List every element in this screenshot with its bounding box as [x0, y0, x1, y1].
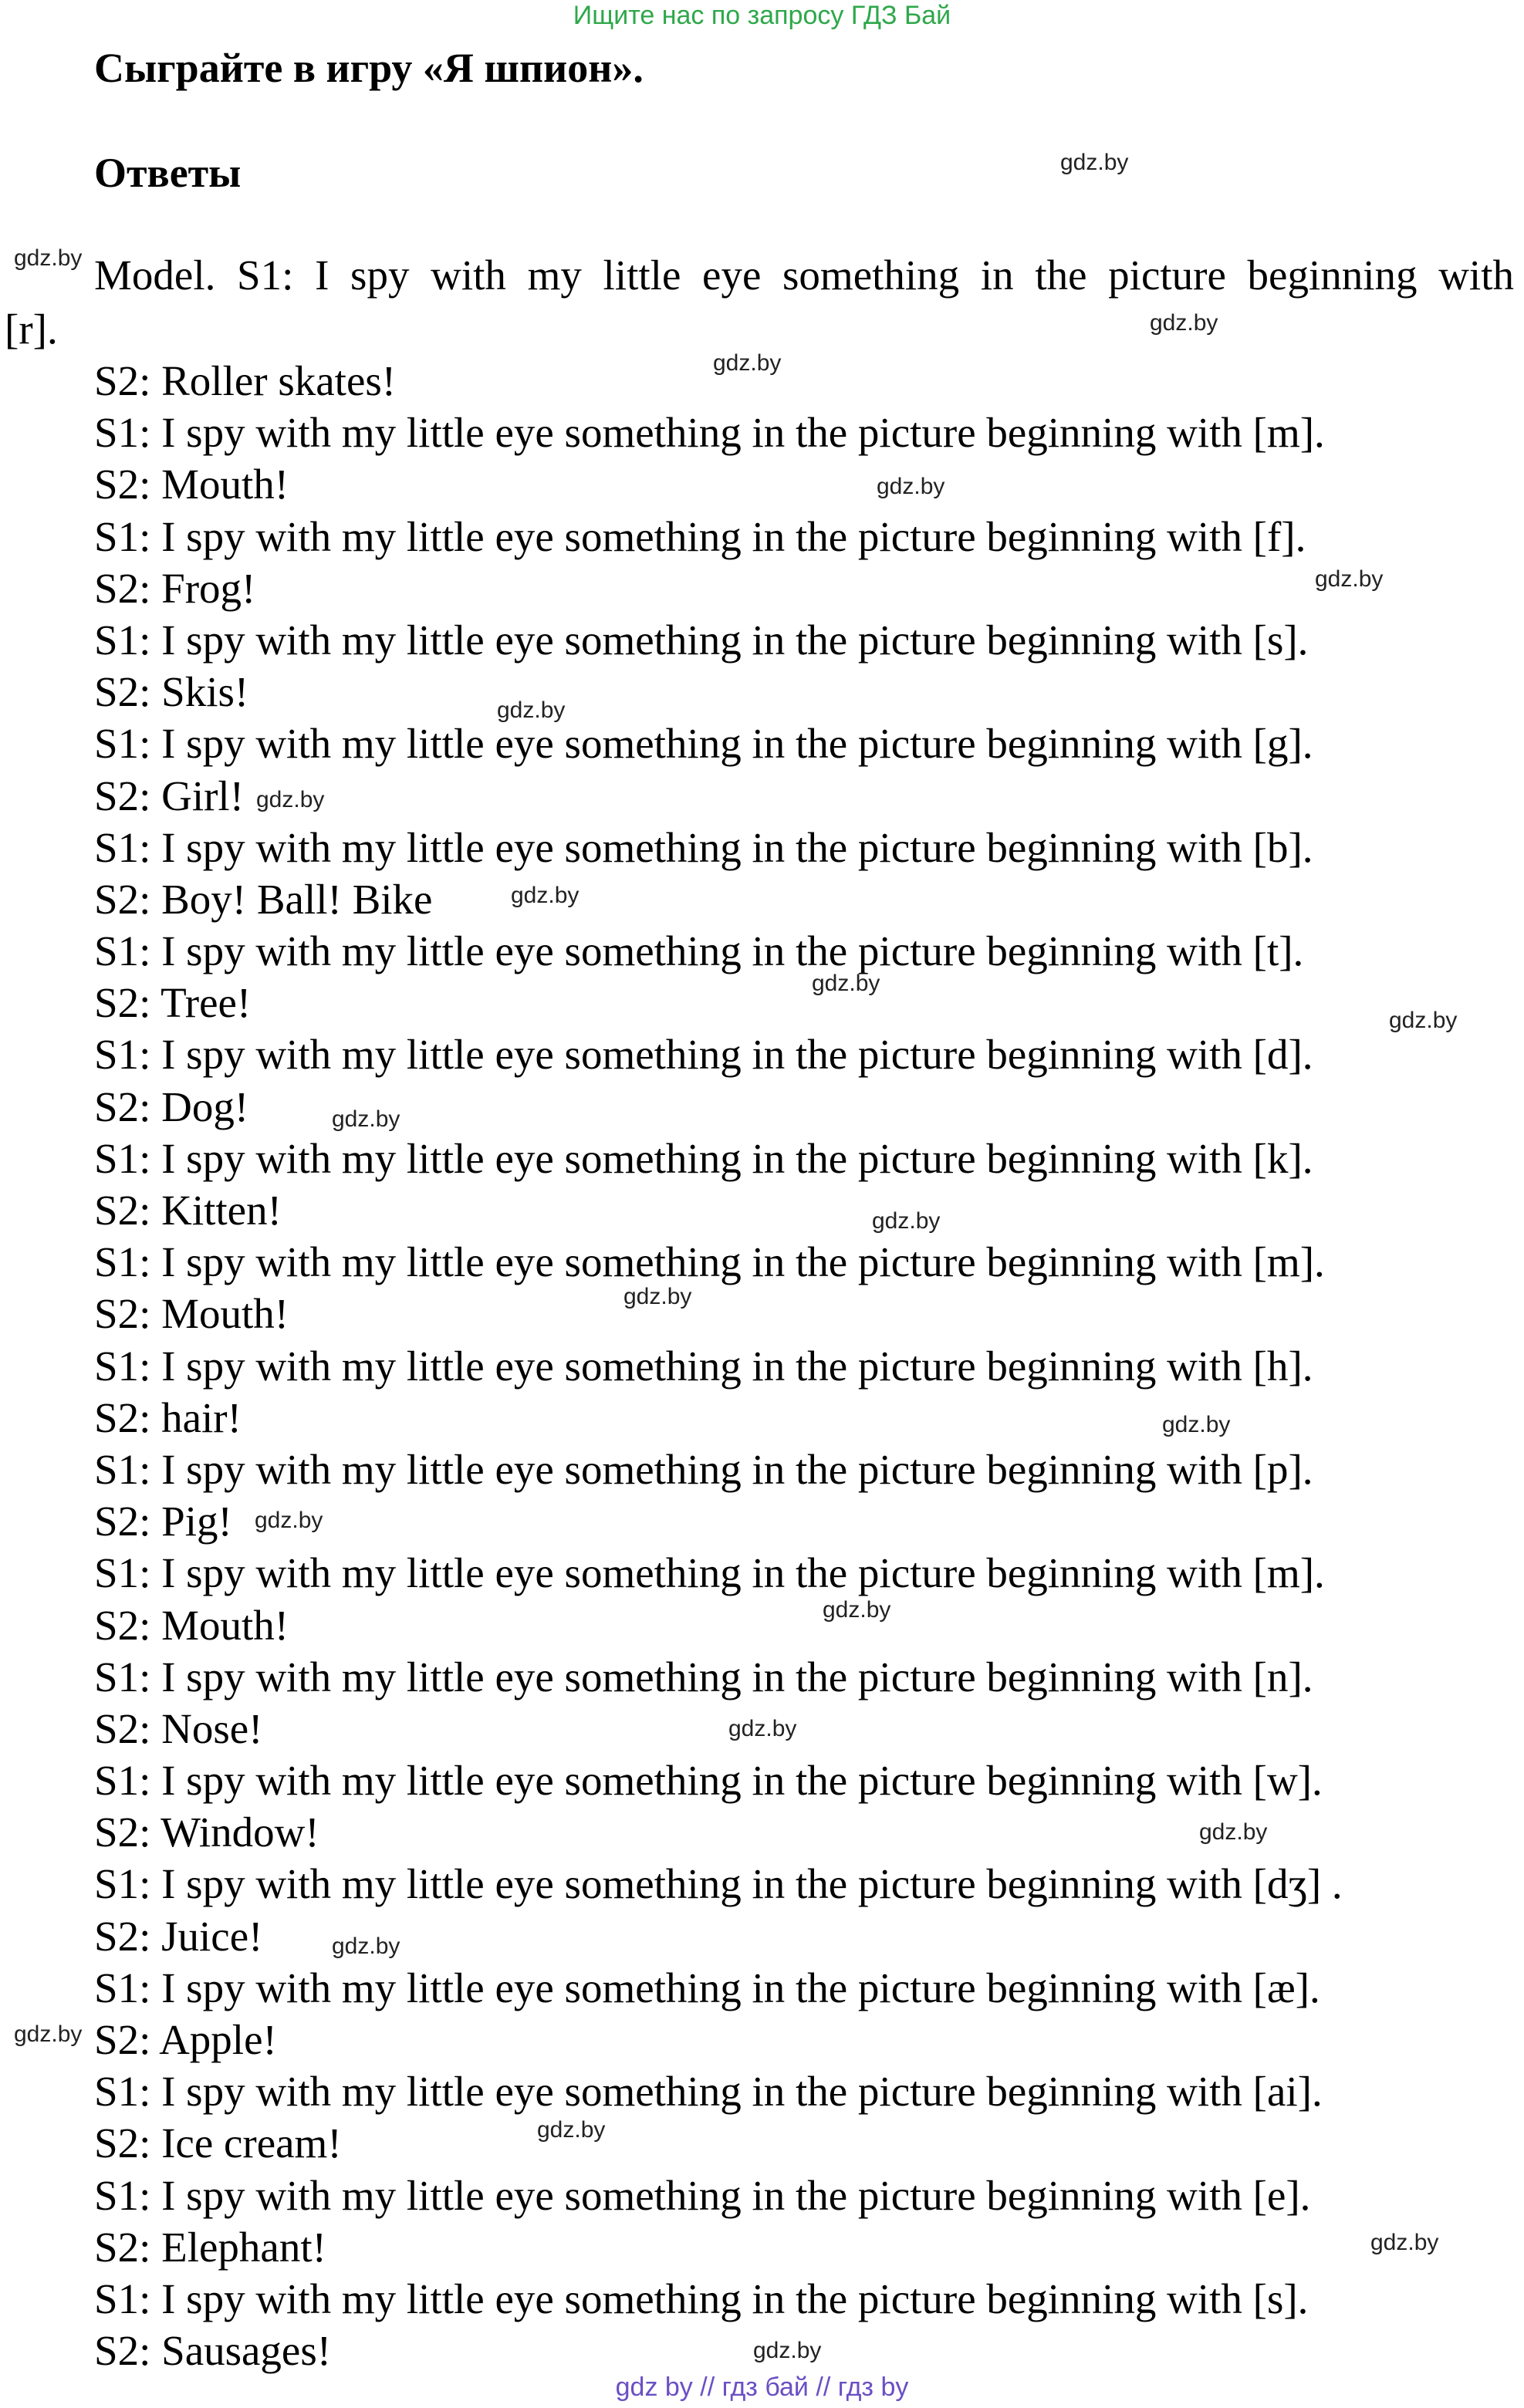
watermark: gdz.by — [1389, 1008, 1458, 1033]
watermark: gdz.by — [332, 1933, 400, 1959]
model-line: Model. S1: I spy with my little eye something in the picture beginning with — [94, 252, 1514, 299]
dialog-line: S1: I spy with my little eye something in the picture beginning with [m]. — [94, 1238, 1325, 1286]
dialog-line: S1: I spy with my little eye something in the picture beginning with [p]. — [94, 1445, 1313, 1493]
exercise-title: Сыграйте в игру «Я шпион». — [94, 45, 644, 91]
watermark: gdz.by — [537, 2117, 606, 2143]
dialog-line: S2: Juice! — [94, 1912, 263, 1960]
dialog-line: S1: I spy with my little eye something in the picture beginning with [h]. — [94, 1342, 1313, 1390]
watermark: gdz.by — [256, 787, 325, 812]
dialog-line: S1: I spy with my little eye something in the picture beginning with [m]. — [94, 1549, 1325, 1597]
dialog-line: S1: I spy with my little eye something in the picture beginning with [k]. — [94, 1134, 1313, 1182]
watermark: gdz.by — [332, 1106, 400, 1132]
dialog-line: S2: Boy! Ball! Bike — [94, 875, 433, 923]
dialog-line: S2: hair! — [94, 1393, 242, 1441]
watermark: gdz.by — [728, 1716, 797, 1741]
dialog-line: S1: I spy with my little eye something in the picture beginning with [dʒ] . — [94, 1860, 1343, 1908]
top-banner[interactable]: Ищите нас по запросу ГДЗ Бай — [573, 1, 951, 30]
watermark: gdz.by — [1370, 2230, 1439, 2255]
dialog-line: S2: Mouth! — [94, 1290, 289, 1338]
watermark: gdz.by — [1199, 1819, 1268, 1845]
dialog-line: S2: Tree! — [94, 979, 252, 1027]
dialog-line: S2: Mouth! — [94, 1601, 289, 1649]
dialog-line: S1: I spy with my little eye something in the picture beginning with [t]. — [94, 927, 1304, 975]
dialog-line: S2: Roller skates! — [94, 357, 397, 404]
model-line-tail: [r]. — [5, 306, 58, 353]
dialog-line: S2: Nose! — [94, 1704, 263, 1752]
watermark: gdz.by — [823, 1597, 891, 1623]
watermark: gdz.by — [1315, 566, 1384, 592]
watermark: gdz.by — [14, 245, 83, 271]
watermark: gdz.by — [753, 2338, 822, 2363]
dialog-line: S2: Ice cream! — [94, 2119, 342, 2167]
dialog-line: S1: I spy with my little eye something in the picture beginning with [n]. — [94, 1653, 1313, 1700]
dialog-line: S2: Sausages! — [94, 2327, 332, 2375]
dialog-line: S1: I spy with my little eye something in the picture beginning with [d]. — [94, 1031, 1313, 1079]
watermark: gdz.by — [14, 2021, 83, 2047]
watermark: gdz.by — [1162, 1412, 1231, 1437]
dialog-line: S1: I spy with my little eye something in the picture beginning with [m]. — [94, 409, 1325, 457]
dialog-line: S2: Frog! — [94, 564, 256, 612]
watermark: gdz.by — [497, 697, 566, 723]
dialog-line: S2: Mouth! — [94, 461, 289, 508]
watermark: gdz.by — [713, 350, 782, 376]
dialog-line: S1: I spy with my little eye something in the picture beginning with [w]. — [94, 1757, 1323, 1805]
watermark: gdz.by — [1150, 310, 1218, 336]
dialog-line: S1: I spy with my little eye something in the picture beginning with [ai]. — [94, 2068, 1323, 2116]
dialog-list — [94, 355, 1514, 2376]
dialog-line: S1: I spy with my little eye something in the picture beginning with [æ]. — [94, 1964, 1320, 2011]
dialog-line: S1: I spy with my little eye something in the picture beginning with [b]. — [94, 823, 1313, 871]
dialog-line: S1: I spy with my little eye something in the picture beginning with [s]. — [94, 2275, 1309, 2322]
dialog-line: S1: I spy with my little eye something in the picture beginning with [e]. — [94, 2171, 1311, 2219]
dialog-line: S1: I spy with my little eye something in the picture beginning with [g]. — [94, 720, 1313, 768]
dialog-line: S2: Window! — [94, 1809, 319, 1856]
watermark: gdz.by — [877, 474, 945, 499]
footer-links[interactable]: gdz by // гдз бай // гдз by — [615, 2373, 909, 2402]
dialog-line: S2: Girl! — [94, 772, 245, 819]
watermark: gdz.by — [255, 1508, 323, 1533]
watermark: gdz.by — [623, 1284, 692, 1309]
dialog-line: S2: Kitten! — [94, 1187, 282, 1234]
dialog-line: S2: Pig! — [94, 1498, 232, 1545]
dialog-line: S2: Dog! — [94, 1082, 249, 1130]
answers-heading: Ответы — [94, 150, 242, 196]
dialog-line: S2: Apple! — [94, 2016, 277, 2063]
watermark: gdz.by — [872, 1208, 941, 1234]
dialog-line: S1: I spy with my little eye something in the picture beginning with [f]. — [94, 512, 1306, 560]
dialog-line: S2: Elephant! — [94, 2223, 326, 2271]
watermark: gdz.by — [812, 971, 880, 996]
watermark: gdz.by — [511, 883, 580, 908]
dialog-line: S2: Skis! — [94, 668, 249, 716]
dialog-line: S1: I spy with my little eye something in the picture beginning with [s]. — [94, 616, 1309, 664]
watermark: gdz.by — [1060, 150, 1129, 175]
